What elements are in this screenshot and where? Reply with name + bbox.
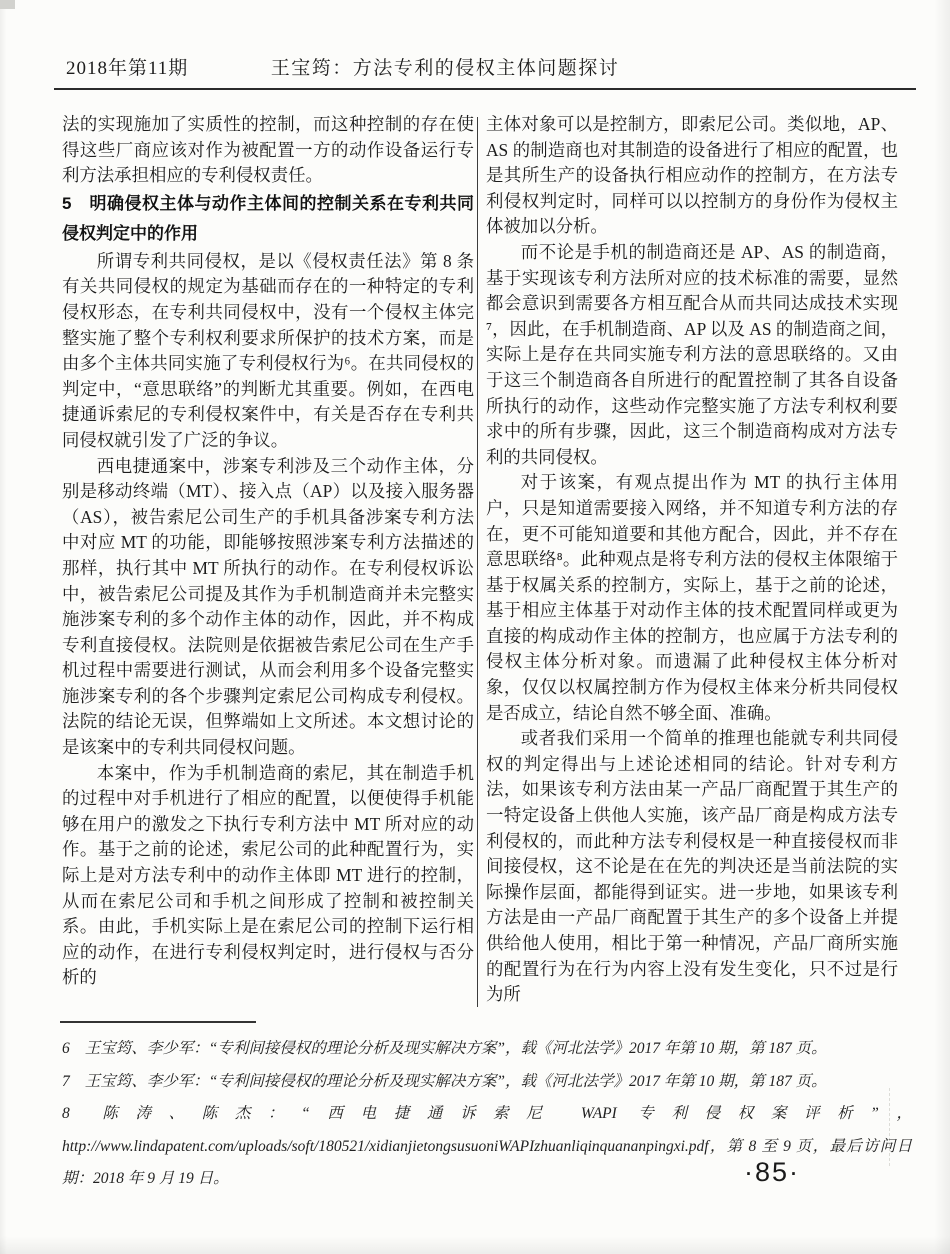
paragraph: 对于该案，有观点提出作为 MT 的执行主体用户，只是知道需要接入网络，并不知道专利方法的存在，更不可能知道要和其他方配合，因此，并不存在意思联络⁸。此种观点是将专利方法的侵权主体限缩于基于权属关系的控制方，实际上，基于之前的论述，基于相应主体基于对动作主体的技术配置同样或更为直接的构成动作主体的控制方，也应属于方法专利的侵权主体分析对象。而遗漏了此种侵权主体分析对象，仅仅以权属控制方作为侵权主体来分析共同侵权是否成立，结论自然不够全面、准确。 bbox=[486, 472, 898, 723]
page-number: ·85· bbox=[744, 1157, 801, 1187]
journal-issue-label: 2018年第11期 bbox=[66, 58, 189, 79]
footnote-text: 王宝筠、李少军：“专利间接侵权的理论分析及现实解决方案”，载《河北法学》2017 年第 10 期，第 187 页。 bbox=[84, 1040, 827, 1057]
paragraph: 而不论是手机的制造商还是 AP、AS 的制造商，基于实现该专利方法所对应的技术标准的需要，显然都会意识到需要各方相互配合从而共同达成技术实现⁷，因此，在手机制造商、AP 以及 AS 的制造商之间，实际上是存在共同实施专利方法的意思联络的。又由于这三个制造商各自所进行的配置控制了其各自设备所执行的动作，这些动作完整实施了方法专利权利要求中的所有步骤，因此，这三个制造商构成对方法专利的共同侵权。 bbox=[486, 241, 898, 467]
running-title: 王宝筠：方法专利的侵权主体问题探讨 bbox=[270, 58, 620, 79]
paragraph-continuation-right: 主体对象可以是控制方，即索尼公司。类似地，AP、AS 的制造商也对其制造的设备进行了相应的配置，也是其所生产的设备执行相应动作的控制方，在方法专利侵权判定时，同样可以以控制方的身份作为侵权主体被加以分析。 bbox=[486, 114, 898, 237]
right-column bbox=[486, 112, 898, 1008]
footnote-number: 8 bbox=[62, 1105, 70, 1122]
footnote-separator-rule bbox=[60, 1021, 256, 1023]
footnote-text: 王宝筠、李少军：“专利间接侵权的理论分析及现实解决方案”，载《河北法学》2017 年第 10 期，第 187 页。 bbox=[84, 1072, 827, 1090]
footnote-7 bbox=[62, 1066, 912, 1099]
scan-corner-notch bbox=[0, 0, 15, 9]
section-heading-5: 5 明确侵权主体与动作主体间的控制关系在专利共同侵权判定中的作用 bbox=[62, 193, 474, 243]
footnote-number: 6 bbox=[62, 1040, 70, 1057]
column-divider-rule bbox=[477, 117, 478, 1007]
scan-edge-bottom bbox=[0, 1236, 950, 1254]
scan-edge-left bbox=[0, 0, 7, 1254]
paragraph: 所谓专利共同侵权，是以《侵权责任法》第 8 条有关共同侵权的规定为基础而存在的一种特定的专利侵权形态，在专利共同侵权中，没有一个侵权主体完整实施了整个专利权利要求所保护的技术方案，而是由多个主体共同实施了专利侵权行为⁶。在共同侵权的判定中，“意思联络”的判断尤其重要。例如，在西电捷通诉索尼的专利侵权案件中，有关是否存在专利共同侵权就引发了广泛的争议。 bbox=[62, 250, 474, 450]
paragraph: 或者我们采用一个简单的推理也能就专利共同侵权的判定得出与上述论述相同的结论。针对专利方法，如果该专利方法由某一产品厂商配置于其生产的一特定设备上供他人实施，该产品厂商是构成方法专利侵权的，而此种方法专利侵权是一种直接侵权而非间接侵权，这不论是在在先的判决还是当前法院的实际操作层面，都能得到证实。进一步地，如果该专利方法是由一产品厂商配置于其生产的多个设备上并提供给他人使用，相比于第一种情况，产品厂商所实施的配置行为在行为内容上没有发生变化，只不过是行为所 bbox=[486, 728, 898, 1005]
footnote-number: 7 bbox=[62, 1072, 70, 1090]
footnote-text: 陈涛、陈杰：“西电捷通诉索尼 WAPI 专利侵权案评析”，http://www.lindapatent.com/uploads/soft/180521/xidianjietongsusuoniWAPIzhuanliqinquananpingxi.pdf，第 8 至 9 页，最后访问日期：2018 年 9 月 19 日。 bbox=[62, 1105, 912, 1187]
paragraph: 本案中，作为手机制造商的索尼，其在制造手机的过程中对手机进行了相应的配置，以便使得手机能够在用户的激发之下执行专利方法中 MT 所对应的动作。基于之前的论述，索尼公司的此种配置行为，实际上是对方法专利中的动作主体即 MT 进行的控制，从而在索尼公司和手机之间形成了控制和被控制关系。由此，手机实际上是在索尼公司的控制下运行相应的动作，在进行专利侵权判定时，进行侵权与否分析的 bbox=[62, 762, 474, 988]
footnote-6 bbox=[62, 1033, 912, 1066]
paragraph: 西电捷通案中，涉案专利涉及三个动作主体，分别是移动终端（MT）、接入点（AP）以及接入服务器（AS），被告索尼公司生产的手机具备涉案专利方法中对应 MT 的功能，即能够按照涉案专利方法描述的那样，执行其中 MT 所执行的动作。在专利侵权诉讼中，被告索尼公司提及其作为手机制造商并未完整实施涉案专利的多个动作主体的动作，因此，并不构成专利直接侵权。法院则是依据被告索尼公司在生产手机过程中需要进行测试，从而会利用多个设备完整实施涉案专利的各个步骤判定索尼公司构成专利侵权。法院的结论无误，但弊端如上文所述。本文想讨论的是该案中的专利共同侵权问题。 bbox=[62, 455, 474, 758]
header-rule bbox=[54, 88, 916, 90]
paragraph-continuation-left: 法的实现施加了实质性的控制，而这种控制的存在使得这些厂商应该对作为被配置一方的动作设备运行专利方法承担相应的专利侵权责任。 bbox=[62, 114, 474, 186]
scan-edge-right bbox=[934, 0, 950, 1254]
left-column bbox=[62, 112, 474, 991]
